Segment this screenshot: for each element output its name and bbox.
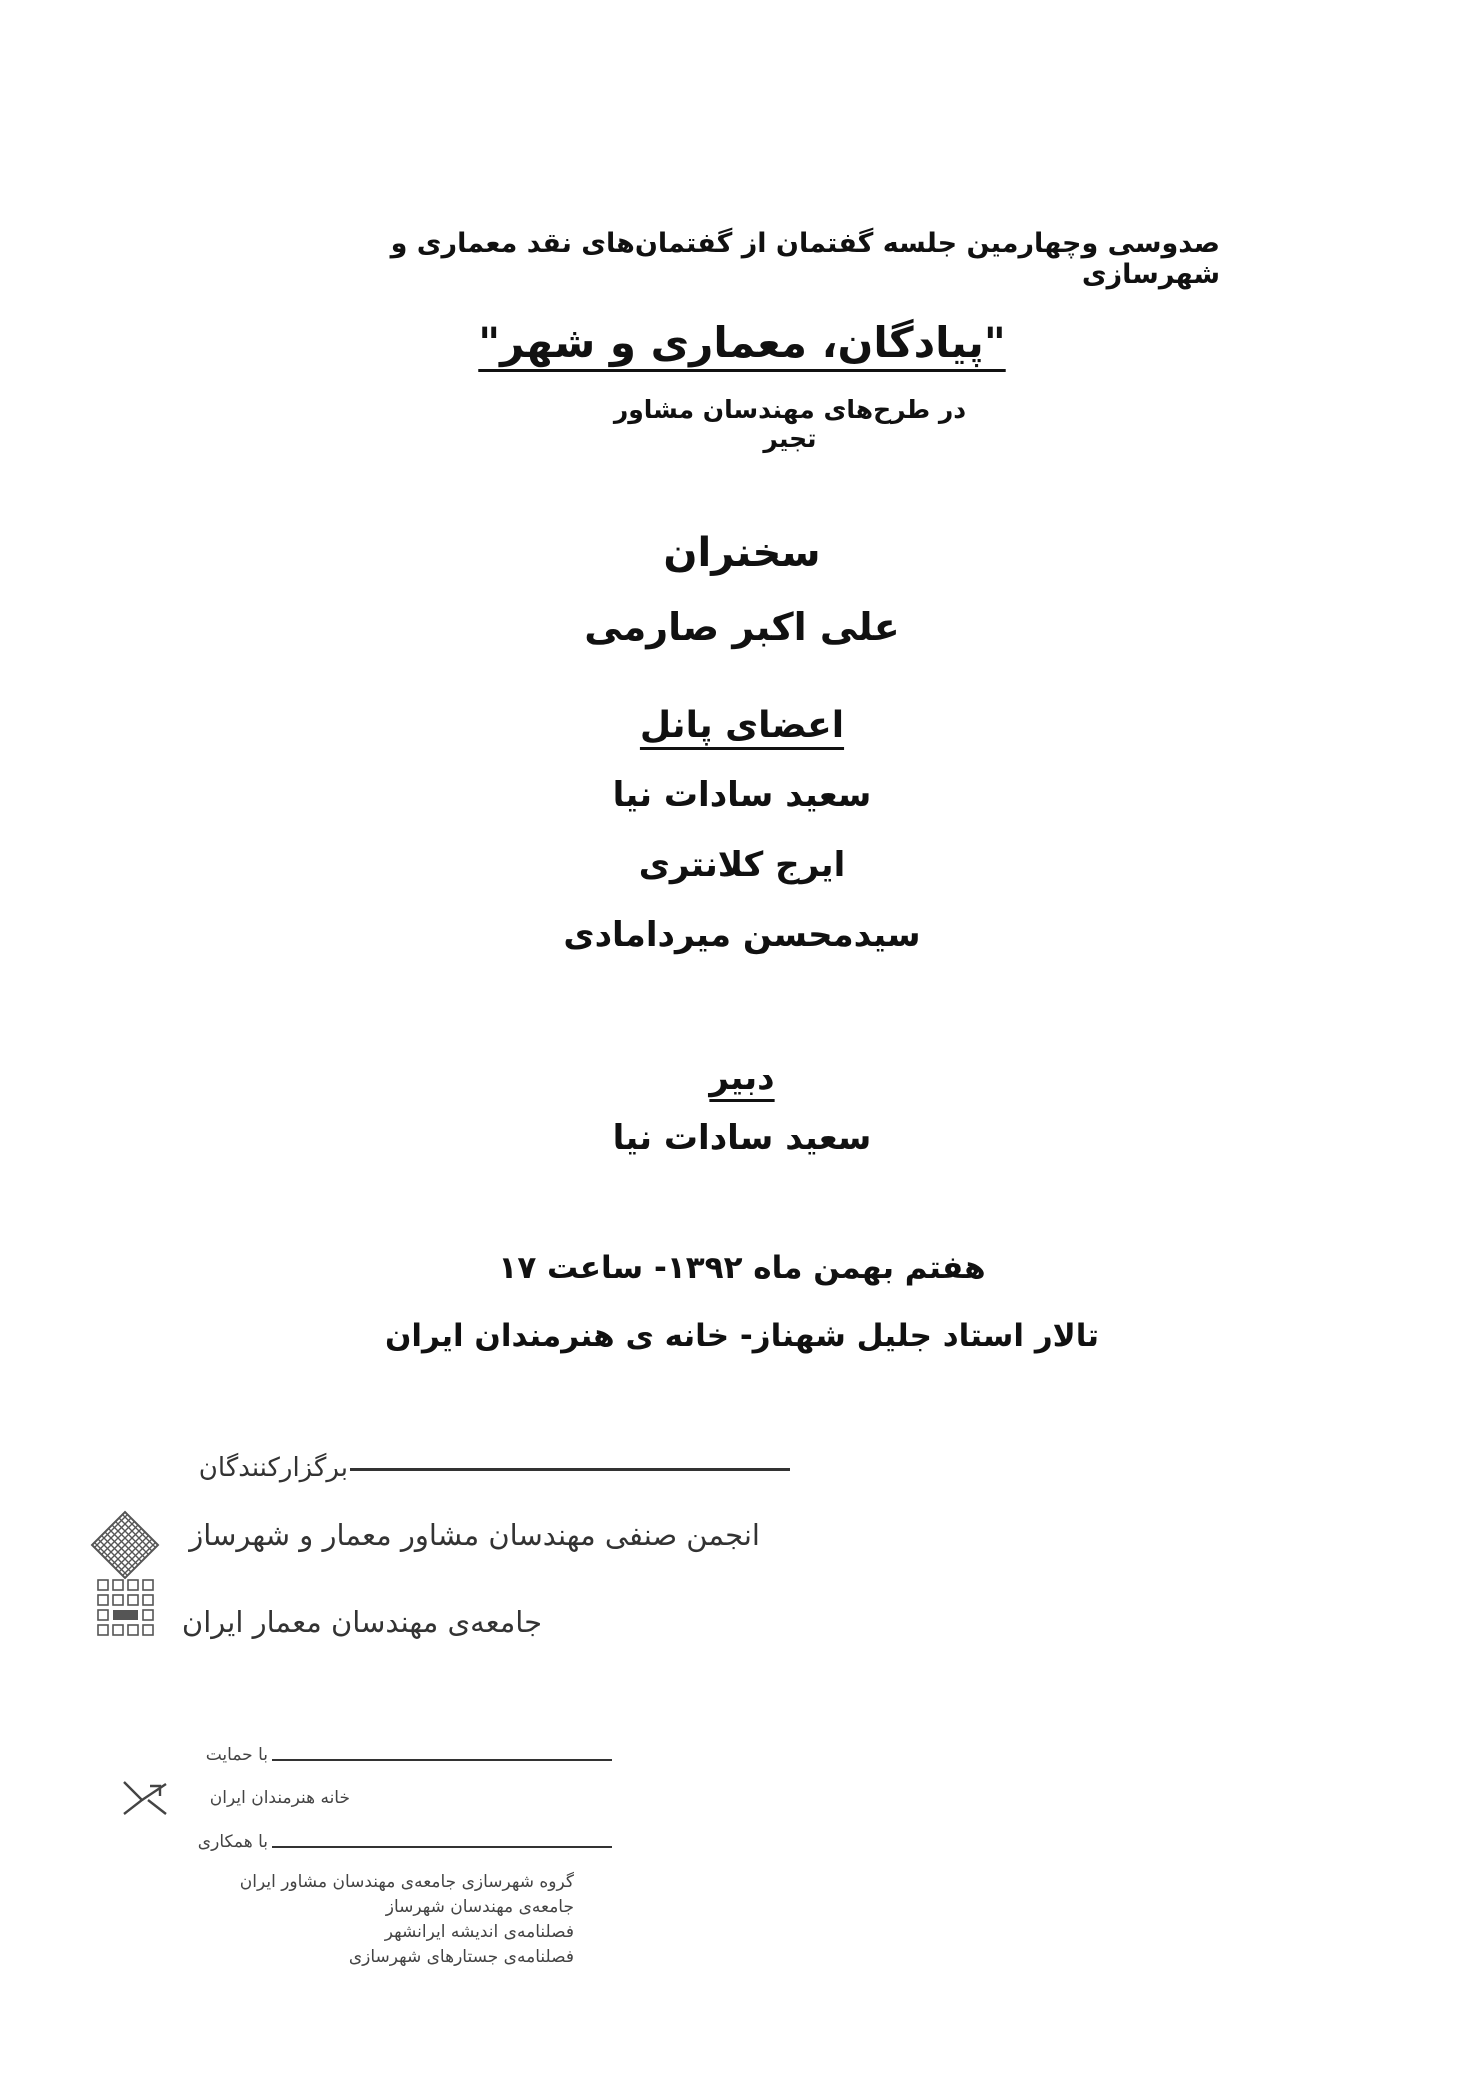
panel-heading-text: اعضای پانل xyxy=(639,705,845,746)
support-rule xyxy=(272,1759,612,1761)
support-heading: با حمایت xyxy=(205,1745,268,1765)
organizer-item: انجمن صنفی مهندسان مشاور معمار و شهرساز xyxy=(189,1518,760,1552)
secretary-name: سعید سادات نیا xyxy=(612,1118,872,1158)
event-subtitle: در طرح‌های مهندسان مشاور تجیر xyxy=(613,395,967,453)
event-date: هفتم بهمن ماه ۱۳۹۲- ساعت ۱۷ xyxy=(498,1250,986,1286)
cooperation-rule xyxy=(272,1846,612,1848)
support-item: خانه هنرمندان ایران xyxy=(209,1788,350,1808)
secretary-heading-text: دبیر xyxy=(709,1058,775,1098)
grid-logo-icon xyxy=(96,1578,158,1640)
speakers-heading: سخنران xyxy=(663,530,821,576)
panel-member: سعید سادات نیا xyxy=(612,775,872,815)
panel-heading xyxy=(0,705,1484,746)
speaker-name: علی اکبر صارمی xyxy=(584,605,900,649)
event-title xyxy=(0,318,1484,367)
organizer-item: جامعه‌ی مهندسان معمار ایران xyxy=(181,1605,542,1639)
cooperation-item: فصلنامه‌ی اندیشه ایرانشهر xyxy=(384,1922,574,1942)
event-venue: تالار استاد جلیل شهناز- خانه ی هنرمندان ایران xyxy=(384,1318,1100,1354)
panel-member: سیدمحسن میردامادی xyxy=(563,915,921,955)
secretary-heading xyxy=(0,1058,1484,1098)
artists-house-logo-icon xyxy=(120,1778,170,1818)
organizers-heading: برگزارکنندگان xyxy=(198,1453,348,1483)
cooperation-heading: با همکاری xyxy=(197,1832,268,1852)
diamond-lattice-logo-icon xyxy=(90,1510,160,1580)
event-title-text: "پیادگان، معماری و شهر" xyxy=(478,318,1006,367)
cooperation-item: گروه شهرسازی جامعه‌ی مهندسان مشاور ایران xyxy=(239,1872,574,1892)
cooperation-item: جامعه‌ی مهندسان شهرساز xyxy=(385,1897,574,1917)
cooperation-item: فصلنامه‌ی جستارهای شهرسازی xyxy=(348,1947,574,1967)
panel-member: ایرج کلانتری xyxy=(638,845,846,885)
event-series-line: صدوسی وچهارمین جلسه گفتمان از گفتمان‌های نقد معماری و شهرسازی xyxy=(390,228,1220,290)
organizers-rule xyxy=(350,1468,790,1471)
